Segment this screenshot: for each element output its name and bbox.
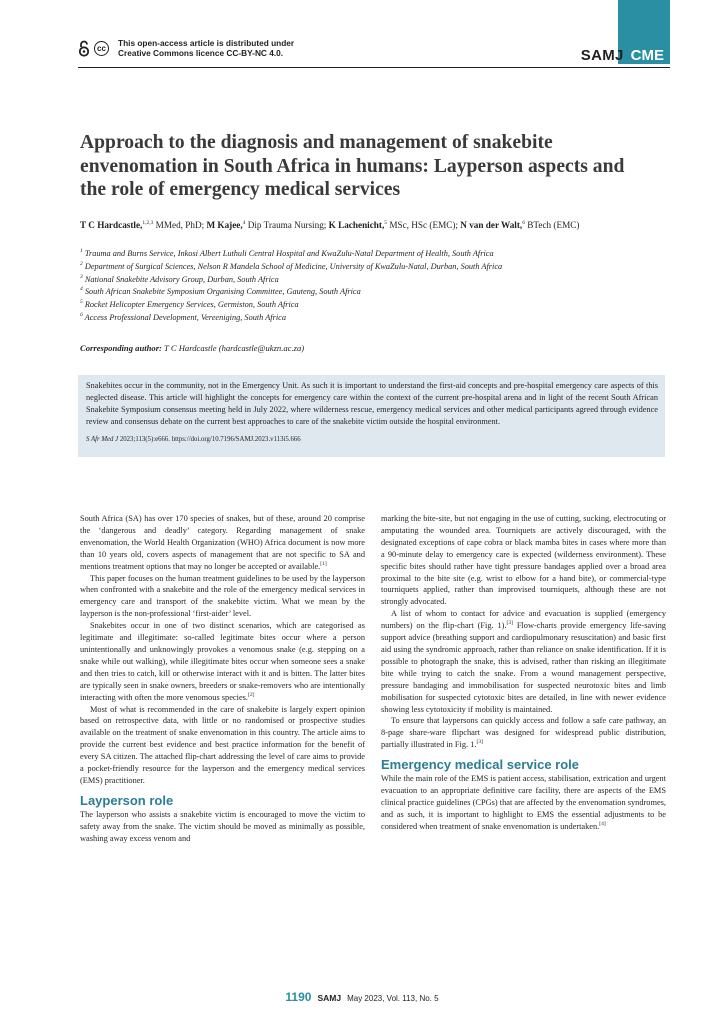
section-heading: Emergency medical service role: [381, 757, 580, 773]
article-title: Approach to the diagnosis and management of snakebite envenomation in South Africa in humans: Layperson aspects and the role of emergency medical services: [80, 132, 625, 200]
author-affil-ref: 1,2,3: [142, 219, 154, 226]
reference-marker: [4]: [599, 820, 606, 827]
body-paragraph: This paper focuses on the human treatment guidelines to be used by the layperson when confronted with a snakebite and the role of the emergency medical services in emergency care and transport of the snakebite victim. What we mean by the layperson is the non-professional ‘first-aider’ level.: [80, 573, 365, 619]
body-paragraph: marking the bite-site, but not engaging in the use of cutting, sucking, electrocuting or amputating the wounded area. Tourniquets are actively discouraged, with the designated exceptions of cape cobra or black mamba bites in cases where more than a 90-minute delay to emergency care is expected (wilderness environment). These specific bites should rather have tight pressure bandages applied over a broad area proximal to the bite site (e.g. wrist to elbow for a hand bite), or commercial-type tourniquets applied, rather than improvised tourniquets, although these are not strongly advocated.: [381, 514, 666, 607]
body-paragraph: [381, 715, 666, 751]
creative-commons-icon: cc: [94, 41, 109, 56]
article-citation: [86, 435, 658, 444]
reference-marker: [3]: [476, 739, 483, 746]
body-paragraph: Most of what is recommended in the care of snakebite is largely expert opinion based on retrospective data, with little or no randomised or prospective studies available on the treatment of snake envenomation in this country. The article aims to provide the current best evidence and best practice information for the benefit of every SA citizen. The attached flip-chart addressing the level of care aims to provide a pocket-friendly resource for the layperson and the emergency medical services (EMS) practitioner.: [80, 704, 365, 785]
paragraph-text: A list of whom to contact for advice and evacuation is supplied (emergency numbers) on the flip-chart (Fig. 1).: [381, 609, 666, 631]
paragraph-text: Flow-charts provide emergency life-saving support advice (breathing support and cardiopulmonary resuscitation) and basic first aid using the syndromic approach, rather than reliance on snake identification. If it is possible to photograph the snake, this is advised, rather than risking an illegitimate bite while trying to catch the snake. From a wound management perspective, pressure bandaging and immobilisation for suspected neurotoxic bites and limb mobilisation for suspected cytotoxic bites are detailed, in line with newer evidence showing less cytotoxicity if mobility is maintained.: [381, 621, 666, 714]
affiliation-text: South African Snakebite Symposium Organising Committee, Gauteng, South Africa: [82, 287, 361, 297]
author-degrees: BTech (EMC): [524, 220, 580, 230]
affiliation-number: 6: [80, 312, 83, 319]
page-number: 1190: [285, 990, 312, 1004]
body-paragraph: The layperson who assists a snakebite victim is encouraged to move the victim to safety away from the snake. The victim should be moved as minimally as possible, washing away excess venom and: [80, 809, 365, 843]
affiliation-item: [80, 286, 680, 299]
journal-name: SAMJ: [580, 47, 624, 64]
page-footer: [0, 990, 724, 1004]
reference-marker: [2]: [248, 691, 255, 698]
body-paragraph: [381, 608, 666, 715]
paragraph-text: To ensure that laypersons can quickly access and follow a safe care pathway, an 8-page share-ware flipchart was designed for widespread public distribution, partially illustrated in Fig. 1.: [381, 716, 666, 750]
abstract-text: Snakebites occur in the community, not in the Emergency Unit. As such it is important to understand the first-aid concepts and pre-hospital emergency care aspects of this neglected disease. This article will highlight the concepts for emergency care within the context of the current pre-hospital arena and in light of the recent South African Snakebite Symposium consensus meeting held in July 2022, where wilderness rescue, emergency medical services and other medical participants agreed through evidence review and consensus debate on the current best approaches to care of the snakebite victim outside the hospital environment.: [86, 381, 658, 426]
affiliation-number: 5: [80, 299, 83, 306]
section-badge: CME: [627, 47, 668, 64]
reference-marker: [3]: [506, 620, 513, 627]
author-list: [80, 219, 680, 231]
affiliation-item: [80, 299, 680, 312]
paragraph-text: South Africa (SA) has over 170 species of snakes, but of these, around 20 comprise the ‘dangerous and deadly’ category. Regarding management of snake envenomation, the World Health Organization (WHO) Africa document is now more than 10 years old, covers aspects of management that are not specific to SA and mentions treatment options that may no longer be accepted or available.: [80, 514, 365, 571]
header-rule: [78, 67, 670, 68]
citation-journal: S Afr Med J: [86, 436, 119, 443]
author-name: M Kajee,: [206, 220, 243, 230]
author-affil-ref: 4: [242, 219, 246, 226]
paragraph-text: While the main role of the EMS is patient access, stabilisation, extrication and urgent evacuation to an appropriate definitive care facility, there are aspects of the EMS clinical practice guidelines (CPGs) that are affected by the envenomation syndromes, and as such, it is important to highlight to EMS the essential adjustments to be considered when treatment of snake envenomation is undertaken.: [381, 774, 666, 831]
open-access-icon: [78, 40, 90, 57]
corresponding-author: [80, 343, 680, 353]
license-line-2: Creative Commons licence CC-BY-NC 4.0.: [118, 48, 284, 58]
author-name: N van der Walt,: [460, 220, 523, 230]
footer-journal: SAMJ: [317, 993, 342, 1003]
corresponding-text: T C Hardcastle (hardcastle@ukzn.ac.za): [161, 343, 305, 353]
author-affil-ref: 6: [522, 219, 525, 226]
author-degrees: Dip Trauma Nursing;: [245, 220, 329, 230]
affiliation-item: [80, 261, 680, 274]
journal-brand: [581, 47, 668, 64]
body-paragraph: [80, 620, 365, 703]
author-degrees: MMed, PhD;: [153, 220, 207, 230]
affiliation-text: Rocket Helicopter Emergency Services, Germiston, South Africa: [82, 300, 299, 310]
affiliation-list: [80, 248, 680, 325]
reference-marker: [1]: [320, 560, 327, 567]
license-text: [118, 38, 294, 58]
corresponding-label: Corresponding author:: [80, 343, 162, 353]
body-paragraph: [381, 773, 666, 833]
affiliation-number: 2: [80, 261, 83, 268]
affiliation-text: Trauma and Burns Service, Inkosi Albert Luthuli Central Hospital and KwaZulu-Natal Department of Health, South Africa: [82, 249, 494, 258]
body-paragraph: [80, 513, 365, 573]
author-degrees: MSc, HSc (EMC);: [387, 220, 461, 230]
author-affil-ref: 5: [384, 219, 388, 226]
affiliation-item: [80, 312, 680, 325]
author-name: K Lachenicht,: [328, 220, 385, 230]
affiliation-item: [80, 274, 680, 287]
citation-details: 2023;113(5):e666. https://doi.org/10.7196/SAMJ.2023.v113i5.666: [118, 436, 301, 443]
right-column: [381, 513, 666, 833]
author-name: T C Hardcastle,: [80, 220, 143, 230]
affiliation-number: 3: [80, 273, 83, 280]
footer-issue: May 2023, Vol. 113, No. 5: [347, 994, 439, 1003]
left-column: [80, 513, 365, 845]
affiliation-number: 1: [80, 248, 83, 255]
license-notice: [78, 38, 294, 58]
affiliation-item: [80, 248, 680, 261]
affiliation-text: National Snakebite Advisory Group, Durban, South Africa: [82, 274, 279, 284]
affiliation-number: 4: [80, 286, 83, 293]
affiliation-text: Access Professional Development, Vereeniging, South Africa: [82, 312, 286, 322]
section-heading: Layperson role: [80, 792, 174, 808]
license-line-1: This open-access article is distributed under: [118, 38, 295, 48]
paragraph-text: Snakebites occur in one of two distinct scenarios, which are categorised as legitimate and illegitimate: so-called legitimate bites occur where a person unintentionally and unknowingly provokes a venomous snake (e.g. stepping on a snake while out walking), while illegitimate bites occur when someone sees a snake and then tries to catch, kill or otherwise interact with it and is bitten. The latter bites are typically seen in snake owners, breeders or snake-removers who are intentionally interacting with often the more venomous species.: [80, 621, 365, 702]
affiliation-text: Department of Surgical Sciences, Nelson R Mandela School of Medicine, University of KwaZulu-Natal, Durban, South Africa: [82, 261, 503, 271]
